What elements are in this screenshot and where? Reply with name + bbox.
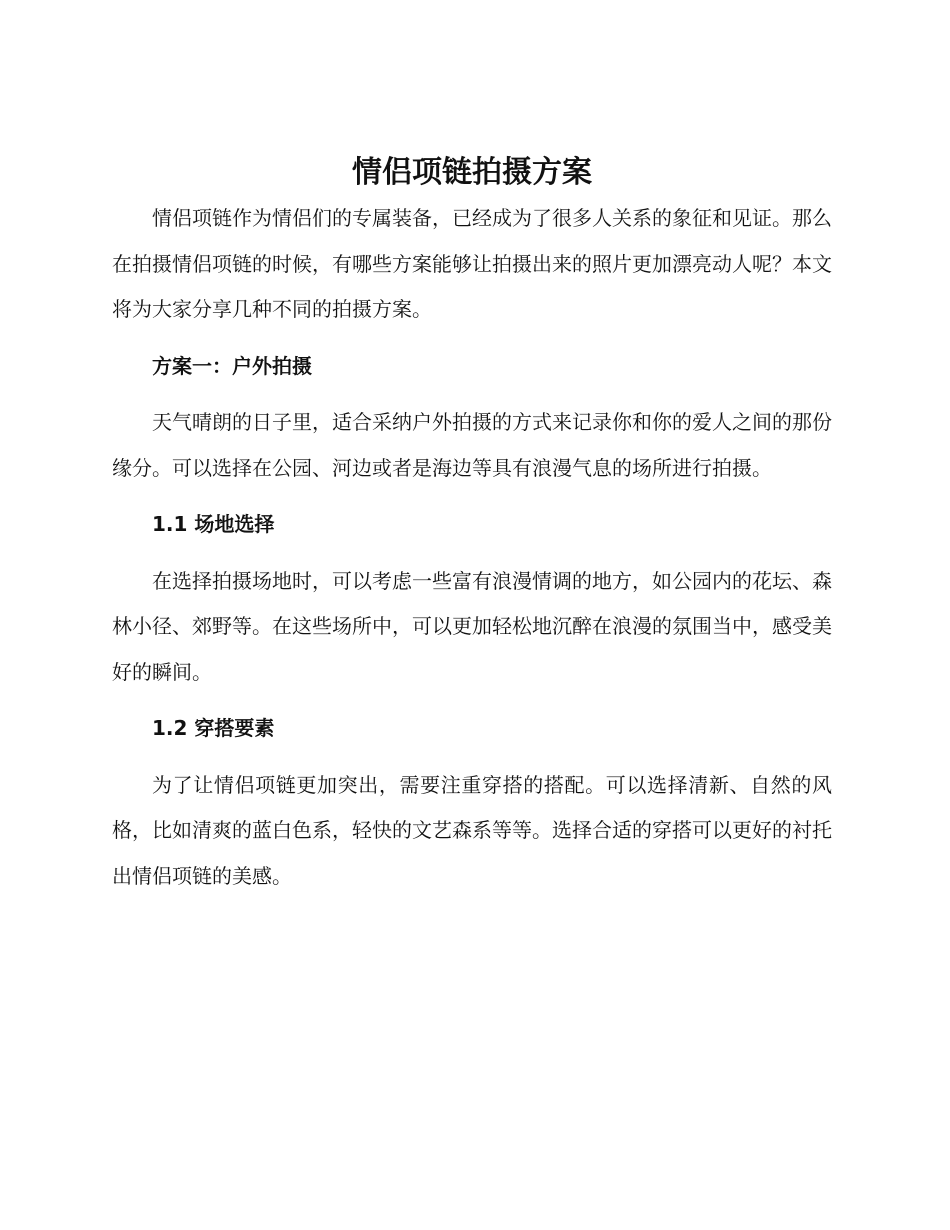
- document-content: [112, 150, 832, 899]
- section-heading-plan-one: 方案一：户外拍摄: [152, 353, 312, 378]
- spacer: [112, 491, 832, 502]
- document-title: 情侣项链拍摄方案: [352, 155, 592, 190]
- spacer: [112, 389, 832, 400]
- spacer: [112, 548, 832, 559]
- section-paragraph-outfit: 为了让情侣项链更加突出，需要注重穿搭的搭配。可以选择清新、自然的风格，比如清爽的蓝白色系，轻快的文艺森系等等。选择合适的穿搭可以更好的衬托出情侣项链的美感。: [112, 772, 832, 888]
- spacer: [112, 752, 832, 763]
- section-heading-venue-selection: 1.1 场地选择: [152, 512, 275, 536]
- section-heading-outfit: 1.2 穿搭要素: [152, 716, 275, 740]
- section-paragraph-plan-one: 天气晴朗的日子里，适合采纳户外拍摄的方式来记录你和你的爱人之间的那份缘分。可以选择在公园、河边或者是海边等具有浪漫气息的场所进行拍摄。: [112, 410, 832, 480]
- intro-paragraph: 情侣项链作为情侣们的专属装备，已经成为了很多人关系的象征和见证。那么在拍摄情侣项链的时候，有哪些方案能够让拍摄出来的照片更加漂亮动人呢？本文将为大家分享几种不同的拍摄方案。: [112, 206, 832, 321]
- spacer: [112, 695, 832, 706]
- spacer: [112, 333, 832, 344]
- section-paragraph-venue-selection: 在选择拍摄场地时，可以考虑一些富有浪漫情调的地方，如公园内的花坛、森林小径、郊野等。在这些场所中，可以更加轻松地沉醉在浪漫的氛围当中，感受美好的瞬间。: [112, 568, 832, 684]
